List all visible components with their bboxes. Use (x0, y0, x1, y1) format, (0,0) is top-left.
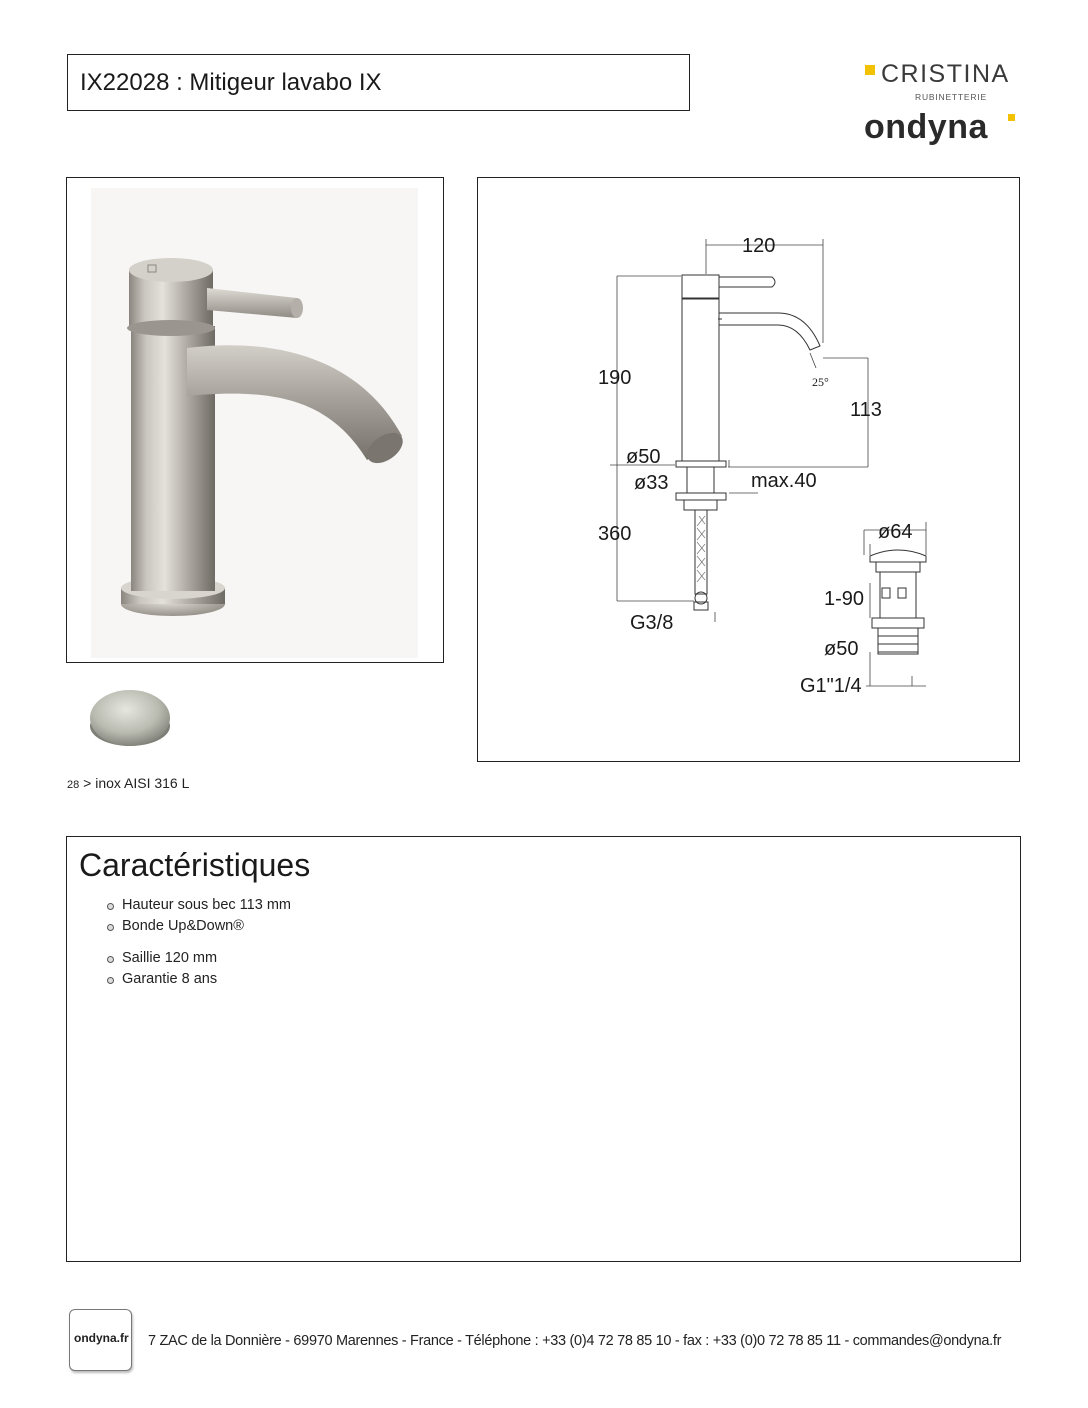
dim-width-label: 120 (742, 235, 776, 257)
characteristics-list (105, 895, 291, 990)
footer-logo-text: ondyna.fr (74, 1331, 129, 1345)
finish-caption (67, 775, 189, 791)
characteristics-panel (66, 836, 1021, 1262)
product-photo-frame (66, 177, 444, 663)
cristina-square-icon (865, 65, 875, 75)
dim-max-thickness-label: max.40 (751, 470, 817, 492)
finish-label: > inox AISI 316 L (79, 775, 190, 791)
technical-drawing (478, 178, 1018, 760)
finish-swatch (84, 686, 176, 750)
dim-waste-range-label: 1-90 (824, 588, 865, 610)
characteristics-title: Caractéristiques (79, 847, 311, 883)
dim-hose-length-label: 360 (598, 523, 632, 545)
dim-waste-thread-label: G1"1/4 (800, 675, 862, 697)
cristina-logo-text: CRISTINA (881, 60, 1010, 88)
dim-waste-head-label: ø64 (878, 521, 913, 543)
ondyna-logo-text: ondyna (864, 108, 988, 146)
cristina-logo-subtitle: RUBINETTERIE (915, 92, 987, 102)
dim-spout-label: 113 (850, 399, 882, 421)
finish-swatch-image (84, 686, 176, 750)
dim-height-label: 190 (598, 367, 632, 389)
product-title-box (67, 54, 690, 111)
footer-logo (69, 1309, 132, 1371)
footer-address: 7 ZAC de la Donnière - 69970 Marennes - France - Téléphone : +33 (0)4 72 78 85 10 - fax : +33 (0)0 72 78 85 11 - commandes@ondyna.fr (148, 1333, 1002, 1349)
technical-drawing-frame (477, 177, 1020, 762)
dim-waste-body-label: ø50 (824, 638, 859, 660)
ondyna-square-icon (1008, 114, 1015, 121)
list-item: Garantie 8 ans (105, 969, 291, 990)
list-item: Saillie 120 mm (105, 948, 291, 969)
dim-base-diameter-label: ø50 (626, 446, 661, 468)
dim-fixing-diameter-label: ø33 (634, 472, 669, 494)
product-title: IX22028 : Mitigeur lavabo IX (80, 69, 382, 96)
cristina-logo (865, 60, 1025, 106)
dim-angle-label: 25° (812, 375, 829, 389)
list-item: Hauteur sous bec 113 mm (105, 895, 291, 916)
dim-hose-thread-label: G3/8 (630, 612, 674, 634)
list-item: Bonde Up&Down® (105, 916, 291, 937)
ondyna-logo (864, 108, 1024, 152)
faucet-photo (67, 178, 442, 661)
finish-code: 28 (67, 779, 80, 791)
